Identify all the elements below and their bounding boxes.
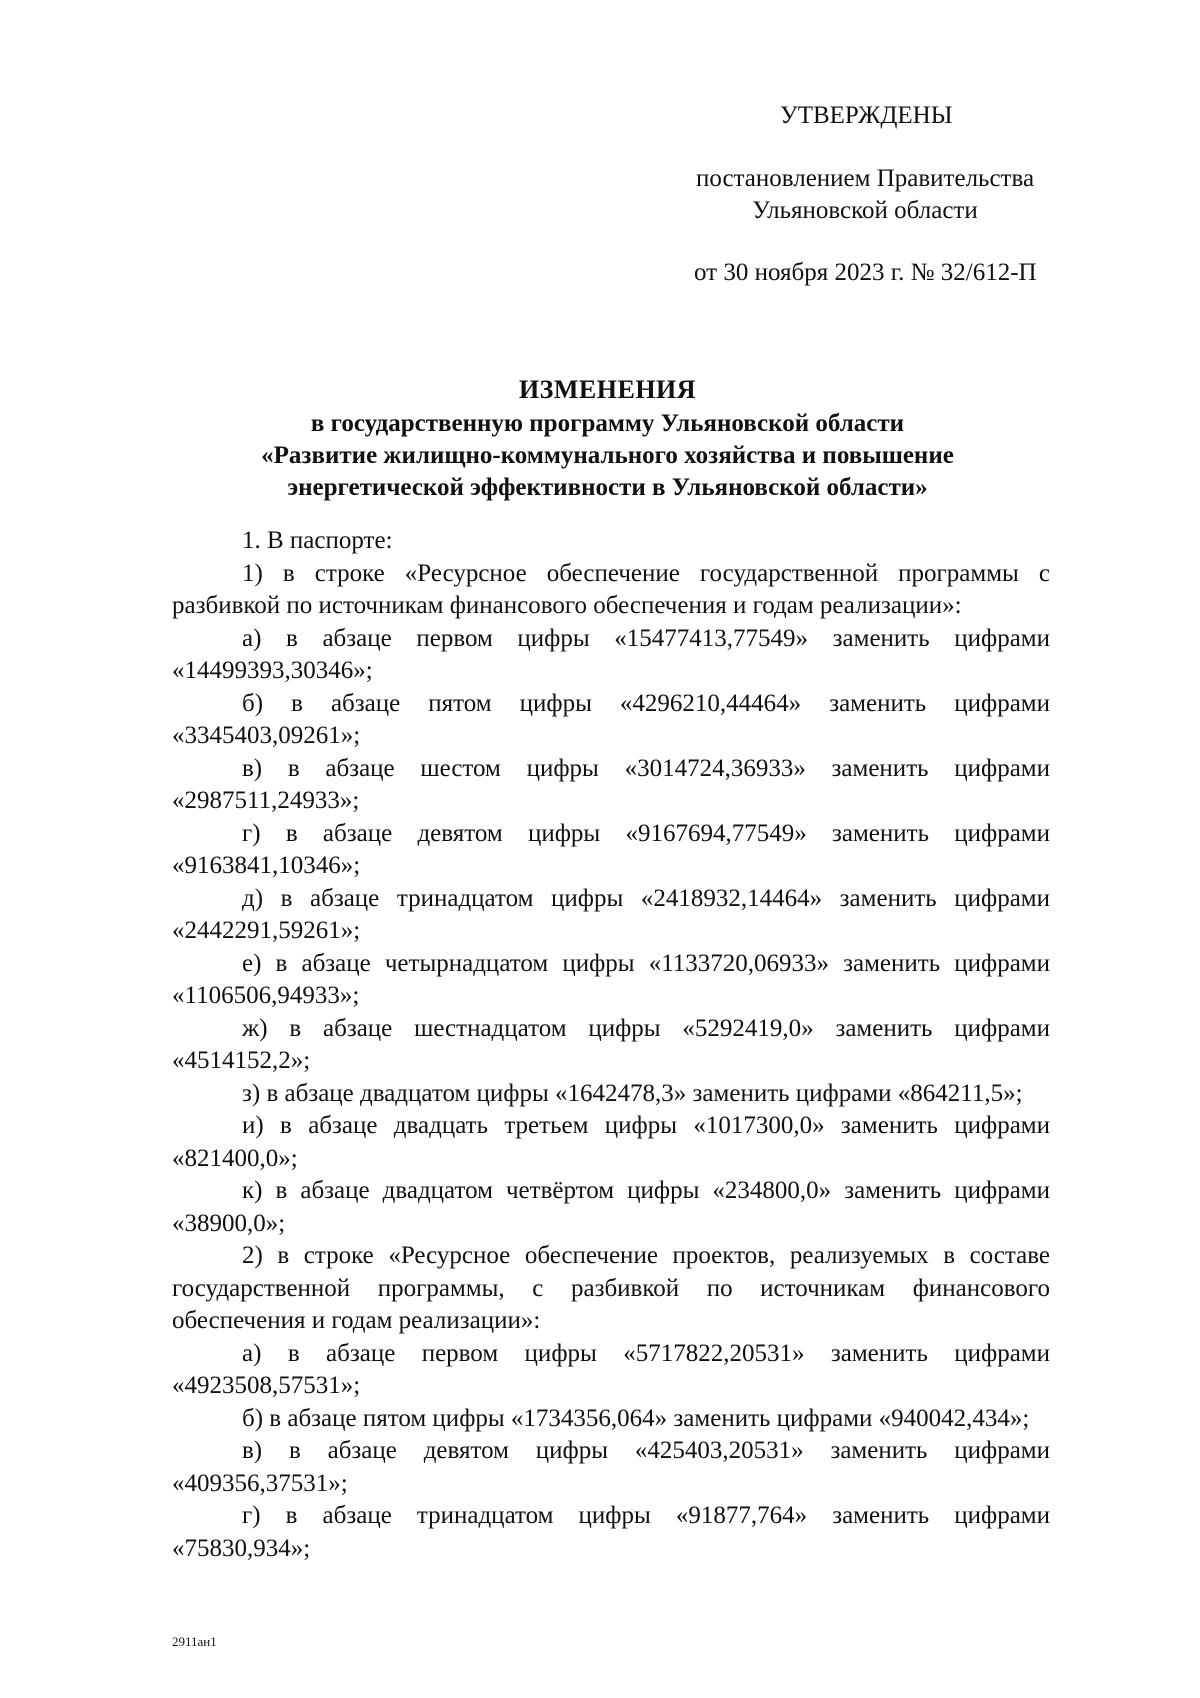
approval-date-number bbox=[694, 257, 1037, 289]
approval-authority-line2: Ульяновской области bbox=[752, 197, 978, 224]
paragraph: д) в абзаце тринадцатом цифры «2418932,14464» заменить цифрами «2442291,59261»; bbox=[172, 884, 1050, 944]
paragraph: 1. В паспорте: bbox=[242, 527, 393, 554]
paragraph: в) в абзаце девятом цифры «425403,20531» заменить цифрами «409356,37531»; bbox=[172, 1437, 1050, 1497]
approved-label: УТВЕРЖДЕНЫ bbox=[780, 102, 953, 129]
paragraph: и) в абзаце двадцать третьем цифры «1017300,0» заменить цифрами «821400,0»; bbox=[172, 1112, 1050, 1172]
paragraph: ж) в абзаце шестнадцатом цифры «5292419,0» заменить цифрами «4514152,2»; bbox=[172, 1014, 1050, 1074]
paragraph: г) в абзаце девятом цифры «9167694,77549» заменить цифрами «9163841,10346»; bbox=[172, 819, 1050, 879]
paragraph: 1) в строке «Ресурсное обеспечение государственной программы с разбивкой по источникам финансового обеспечения и годам реализации»: bbox=[172, 559, 1050, 619]
document-title bbox=[160, 372, 1055, 504]
paragraph: а) в абзаце первом цифры «15477413,77549» заменить цифрами «14499393,30346»; bbox=[172, 624, 1050, 684]
title-line3: «Развитие жилищно-коммунального хозяйства и повышение bbox=[261, 442, 954, 469]
paragraph: к) в абзаце двадцатом четвёртом цифры «234800,0» заменить цифрами «38900,0»; bbox=[172, 1177, 1050, 1237]
approval-authority bbox=[680, 163, 1050, 227]
paragraph: г) в абзаце тринадцатом цифры «91877,764» заменить цифрами «75830,934»; bbox=[172, 1502, 1050, 1562]
paragraph: з) в абзаце двадцатом цифры «1642478,3» заменить цифрами «864211,5»; bbox=[242, 1079, 1023, 1107]
approval-authority-line1: постановлением Правительства bbox=[695, 165, 1035, 192]
title-line2: в государственную программу Ульяновской области bbox=[310, 410, 905, 437]
approval-stamp bbox=[780, 100, 953, 132]
paragraph: 2) в строке «Ресурсное обеспечение проектов, реализуемых в составе государственной программы, с разбивкой по источникам финансового обеспечения и годам реализации»: bbox=[172, 1242, 1050, 1334]
date-number-text: от 30 ноября 2023 г. № 32/612-П bbox=[694, 259, 1037, 286]
paragraph: а) в абзаце первом цифры «5717822,20531» заменить цифрами «4923508,57531»; bbox=[172, 1339, 1050, 1399]
paragraph: в) в абзаце шестом цифры «3014724,36933» заменить цифрами «2987511,24933»; bbox=[172, 754, 1050, 814]
document-body bbox=[172, 525, 1050, 1565]
title-line4: энергетической эффективности в Ульяновской области» bbox=[287, 474, 928, 501]
paragraph: е) в абзаце четырнадцатом цифры «1133720,06933» заменить цифрами «1106506,94933»; bbox=[172, 949, 1050, 1009]
paragraph: б) в абзаце пятом цифры «4296210,44464» заменить цифрами «3345403,09261»; bbox=[172, 689, 1050, 749]
footer-code: 2911ан1 bbox=[172, 1634, 217, 1649]
title-main: ИЗМЕНЕНИЯ bbox=[518, 375, 697, 404]
paragraph: б) в абзаце пятом цифры «1734356,064» заменить цифрами «940042,434»; bbox=[242, 1404, 1030, 1432]
